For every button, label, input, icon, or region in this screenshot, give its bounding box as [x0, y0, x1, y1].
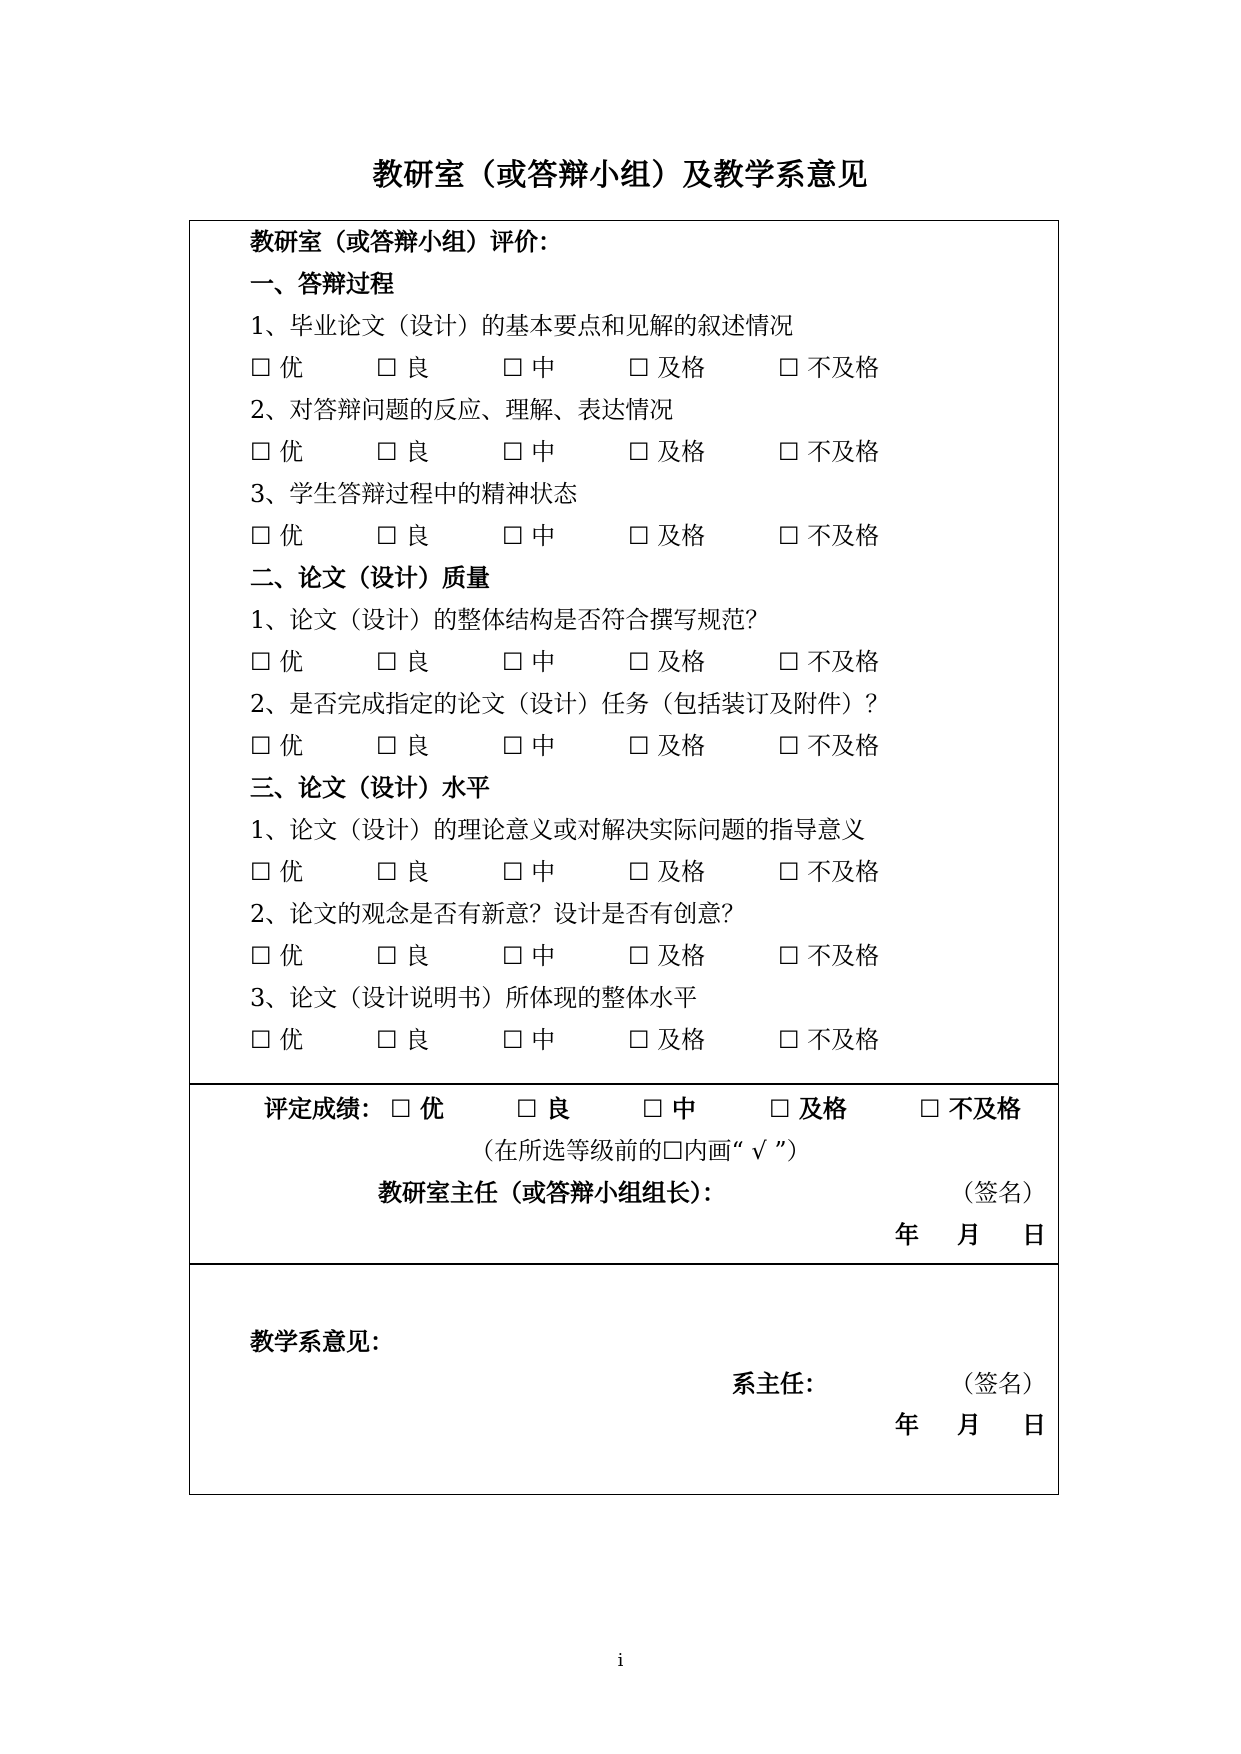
rating-option-checkbox[interactable]: ☐ 及格: [628, 522, 706, 550]
group-heading: 一、答辩过程: [250, 270, 394, 298]
rating-option-checkbox[interactable]: ☐ 良: [376, 1026, 430, 1054]
department-date-day: 日: [1022, 1411, 1046, 1439]
form-divider-department: [189, 1263, 1059, 1265]
rating-option-checkbox[interactable]: ☐ 不及格: [778, 942, 880, 970]
grade-option-checkbox[interactable]: ☐ 中: [642, 1095, 696, 1123]
rating-option-checkbox[interactable]: ☐ 不及格: [778, 522, 880, 550]
director-date-day: 日: [1022, 1221, 1046, 1249]
director-date-month: 月: [957, 1221, 981, 1249]
rating-option-checkbox[interactable]: ☐ 优: [250, 354, 304, 382]
rating-option-checkbox[interactable]: ☐ 良: [376, 858, 430, 886]
grade-note: （在所选等级前的☐内画“ √ ”）: [470, 1137, 811, 1165]
rating-option-checkbox[interactable]: ☐ 中: [502, 858, 556, 886]
rating-option-checkbox[interactable]: ☐ 中: [502, 1026, 556, 1054]
grade-option-checkbox[interactable]: ☐ 良: [516, 1095, 570, 1123]
director-signature-label: 教研室主任（或答辩小组组长）：: [378, 1179, 726, 1207]
rating-option-checkbox[interactable]: ☐ 中: [502, 354, 556, 382]
rating-option-checkbox[interactable]: ☐ 良: [376, 522, 430, 550]
director-sign-hint: （签名）: [950, 1179, 1046, 1207]
department-sign-hint: （签名）: [950, 1370, 1046, 1398]
rating-option-checkbox[interactable]: ☐ 中: [502, 648, 556, 676]
form-divider-grade: [189, 1083, 1059, 1085]
department-date-month: 月: [957, 1411, 981, 1439]
grade-option-checkbox[interactable]: ☐ 优: [390, 1095, 444, 1123]
director-date-year: 年: [895, 1221, 919, 1249]
rating-option-checkbox[interactable]: ☐ 优: [250, 522, 304, 550]
grade-option-checkbox[interactable]: ☐ 不及格: [919, 1095, 1021, 1123]
rating-option-checkbox[interactable]: ☐ 及格: [628, 648, 706, 676]
rating-option-checkbox[interactable]: ☐ 及格: [628, 438, 706, 466]
page-number: i: [617, 1650, 624, 1671]
question-label: 3、论文（设计说明书）所体现的整体水平: [250, 984, 698, 1012]
evaluation-heading: 教研室（或答辩小组）评价：: [250, 228, 562, 256]
rating-option-checkbox[interactable]: ☐ 优: [250, 942, 304, 970]
rating-option-checkbox[interactable]: ☐ 中: [502, 732, 556, 760]
question-label: 2、是否完成指定的论文（设计）任务（包括装订及附件）？: [250, 690, 890, 718]
rating-option-checkbox[interactable]: ☐ 不及格: [778, 354, 880, 382]
rating-option-checkbox[interactable]: ☐ 及格: [628, 1026, 706, 1054]
rating-option-checkbox[interactable]: ☐ 优: [250, 732, 304, 760]
rating-option-checkbox[interactable]: ☐ 及格: [628, 732, 706, 760]
question-label: 1、论文（设计）的整体结构是否符合撰写规范？: [250, 606, 770, 634]
rating-option-checkbox[interactable]: ☐ 及格: [628, 354, 706, 382]
question-label: 1、论文（设计）的理论意义或对解决实际问题的指导意义: [250, 816, 866, 844]
grade-label: 评定成绩：: [264, 1095, 384, 1123]
question-label: 2、对答辩问题的反应、理解、表达情况: [250, 396, 674, 424]
rating-option-checkbox[interactable]: ☐ 及格: [628, 942, 706, 970]
rating-option-checkbox[interactable]: ☐ 优: [250, 1026, 304, 1054]
department-head-label: 系主任：: [732, 1370, 828, 1398]
rating-option-checkbox[interactable]: ☐ 不及格: [778, 438, 880, 466]
document-title: 教研室（或答辩小组）及教学系意见: [372, 158, 869, 193]
rating-option-checkbox[interactable]: ☐ 不及格: [778, 732, 880, 760]
question-label: 1、毕业论文（设计）的基本要点和见解的叙述情况: [250, 312, 794, 340]
rating-option-checkbox[interactable]: ☐ 优: [250, 858, 304, 886]
group-heading: 二、论文（设计）质量: [250, 564, 490, 592]
rating-option-checkbox[interactable]: ☐ 不及格: [778, 1026, 880, 1054]
rating-option-checkbox[interactable]: ☐ 优: [250, 648, 304, 676]
grade-option-checkbox[interactable]: ☐ 及格: [769, 1095, 847, 1123]
rating-option-checkbox[interactable]: ☐ 中: [502, 522, 556, 550]
rating-option-checkbox[interactable]: ☐ 良: [376, 648, 430, 676]
group-heading: 三、论文（设计）水平: [250, 774, 490, 802]
rating-option-checkbox[interactable]: ☐ 不及格: [778, 858, 880, 886]
rating-option-checkbox[interactable]: ☐ 中: [502, 942, 556, 970]
rating-option-checkbox[interactable]: ☐ 良: [376, 354, 430, 382]
rating-option-checkbox[interactable]: ☐ 良: [376, 942, 430, 970]
rating-option-checkbox[interactable]: ☐ 中: [502, 438, 556, 466]
rating-option-checkbox[interactable]: ☐ 及格: [628, 858, 706, 886]
rating-option-checkbox[interactable]: ☐ 良: [376, 732, 430, 760]
department-opinion-label: 教学系意见：: [250, 1328, 394, 1356]
rating-option-checkbox[interactable]: ☐ 优: [250, 438, 304, 466]
question-label: 2、论文的观念是否有新意？设计是否有创意？: [250, 900, 746, 928]
rating-option-checkbox[interactable]: ☐ 良: [376, 438, 430, 466]
department-date-year: 年: [895, 1411, 919, 1439]
question-label: 3、学生答辩过程中的精神状态: [250, 480, 578, 508]
rating-option-checkbox[interactable]: ☐ 不及格: [778, 648, 880, 676]
